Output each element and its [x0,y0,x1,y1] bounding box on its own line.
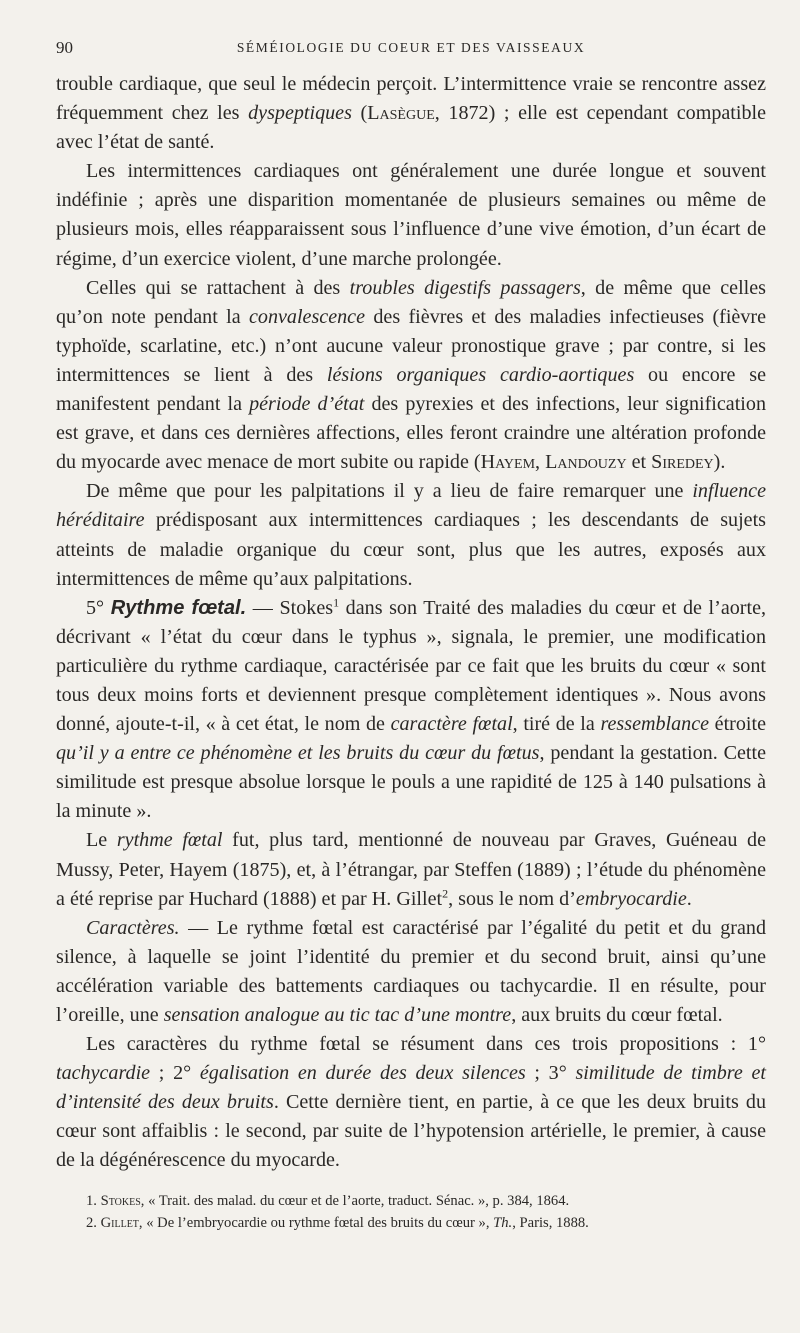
footnote-2: 2. Gillet, « De l’embryocardie ou rythme fœtal des bruits du cœur », Th., Paris, 1888. [86,1214,589,1231]
section-number: 5° [86,596,105,619]
body-text [56,70,766,1176]
paragraph-3: Celles qui se rattachent à des troubles digestifs passagers, de même que celles qu’on note pendant la convalescence des fièvres et des maladies infectieuses (fièvre typhoïde, scarlatine, etc.) n’ont aucune valeur pronostique grave ; par contre, si les intermittences se lient à des lésions organiques cardio-aortiques ou encore se manifestent pendant la période d’état des pyrexies et des infections, leur signification est grave, et dans ces dernières affections, elles feront craindre une altération profonde du myocarde avec menace de mort subite ou rapide (Hayem, Landouzy et Siredey). [56,276,766,474]
paragraph-6: Le rythme fœtal fut, plus tard, mentionné de nouveau par Graves, Guéneau de Mussy, Peter, Hayem (1875), et, à l’étrangar, par Steffen (1889) ; l’étude du phénomène a été reprise par Huchard (1888) et par H. Gillet$^2$, sous le nom d’embryocardie. [56,829,766,910]
footnotes [56,1190,766,1234]
paragraph-1: trouble cardiaque, que seul le médecin perçoit. L’intermittence vraie se rencontre assez fréquemment chez les dyspeptiques (Lasègue, 1872) ; elle est cependant compatible avec l’état de santé. [56,73,767,154]
footnote-ref-2: 2 [442,885,449,900]
section-heading: Rythme fœtal. [110,596,247,619]
page-number: 90 [56,38,73,57]
running-title: SÉMÉIOLOGIE DU COEUR ET DES VAISSEAUX [236,40,586,55]
paragraph-7: Caractères. — Le rythme fœtal est caractérisé par l’égalité du petit et du grand silence, à laquelle se joint l’identité du premier et du second bruit, ainsi qu’une accélération variable des battements cardiaques ou tachycardie. Il en résulte, pour l’oreille, une sensation analogue au tic tac d’une montre, aux bruits du cœur fœtal. [56,916,766,1026]
footnote-ref-1: 1 [333,595,340,609]
paragraph-2: Les intermittences cardiaques ont généralement une durée longue et souvent indéfinie ; après une disparition momentanée de plusieurs semaines ou même de plusieurs mois, elles réapparaissent sous l’influence d’une vive émotion, d’un écart de régime, d’un exercice violent, d’une marche prolongée. [56,160,766,270]
footnote-1: 1. Stokes, « Trait. des malad. du cœur et de l’aorte, traduct. Sénac. », p. 384, 1864. [86,1192,570,1209]
paragraph-4: De même que pour les palpitations il y a lieu de faire remarquer une influence héréditaire prédisposant aux intermittences cardiaques ; les descendants de sujets atteints de maladie organique du cœur sont, plus que les autres, exposés aux intermittences de même qu’aux palpitations. [56,480,766,590]
paragraph-5: 5° Rythme fœtal. — Stokes$^1$ dans son Traité des maladies du cœur et de l’aorte, décrivant « l’état du cœur dans le typhus », signala, le premier, une modification particulière du rythme cardiaque, caractérisée par ce fait que les bruits du cœur « sont tous deux moins forts et deviennent presque complètement identiques ». Nous avons donné, ajoute-t-il, « à cet état, le nom de caractère fœtal, tiré de la ressemblance étroite qu’il y a entre ce phénomène et les bruits du cœur du fœtus, pendant la gestation. Cette similitude est presque absolue lorsque le pouls a une rapidité de 125 à 140 pulsations à la minute ». [56,595,767,823]
paragraph-8: Les caractères du rythme fœtal se résument dans ces trois propositions : 1° tachycardie ; 2° égalisation en durée des deux silences ; 3° similitude de timbre et d’intensité des deux bruits. Cette dernière tient, en partie, à ce que les deux bruits du cœur sont affaiblis : le second, par suite de l’hypotension artérielle, le premier, à cause de la dégénérescence du myocarde. [56,1033,766,1172]
subheading-caracteres: Caractères. [86,916,180,939]
running-header [56,38,766,70]
